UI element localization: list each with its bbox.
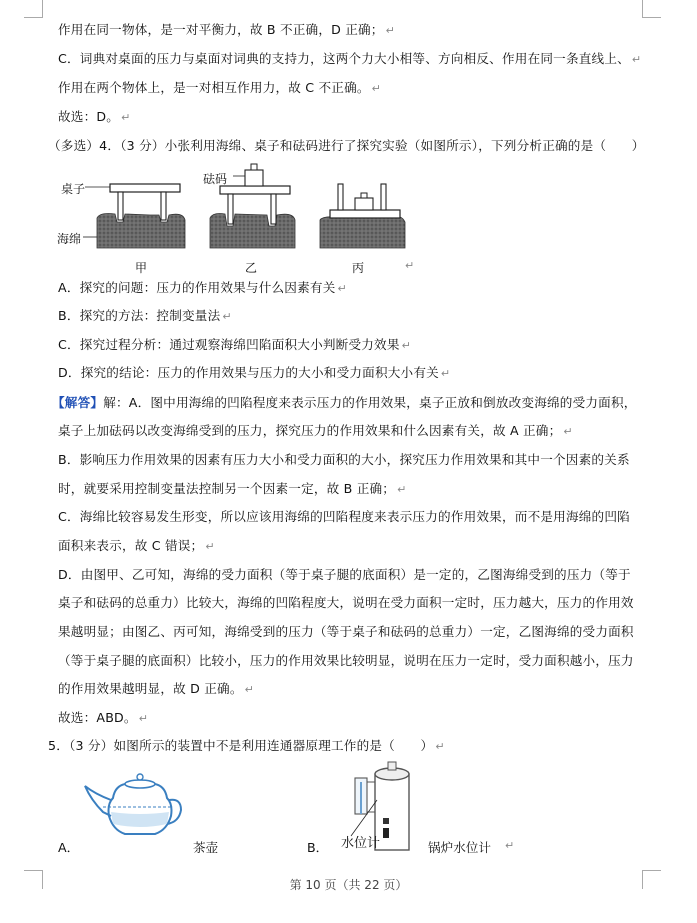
q5-option-a-label: 茶壶 [193,840,219,855]
answer-line: 桌子和砝码的总重力）比较大，海绵的凹陷程度大，说明在受力面积一定时，压力越大，压力的作用效 [58,595,634,610]
answer-line: 时，就要采用控制变量法控制另一个因素一定，故 B 正确； ↵ [58,481,407,496]
answer-line: C．海绵比较容易发生形变，所以应该用海绵的凹陷程度来表示压力的作用效果，而不是用海绵的凹陷 [58,509,630,524]
text-line: C．词典对桌面的压力与桌面对词典的支持力，这两个力大小相等、方向相反、作用在同一条直线上、 ↵ [58,51,642,66]
question-4-stem: （多选）4．（3 分）小张利用海绵、桌子和砝码进行了探究实验（如图所示），下列分析正确的是（ ） [48,138,645,153]
answer-line: 的作用效果越明显，故 D 正确。 ↵ [58,681,255,696]
answer-line: 【解答】解：A．图中用海绵的凹陷程度来表示压力的作用效果，桌子正放和倒放改变海绵的受力面积， [52,395,637,410]
final-answer: 故选：ABD。 ↵ [58,710,149,725]
text-line: 故选：D。 ↵ [58,109,131,124]
q5-option-a-letter: A． [58,840,80,855]
caption-yi: 乙 [245,261,258,275]
text-line: 作用在同一物体，是一对平衡力，故 B 不正确，D 正确； ↵ [58,22,396,37]
answer-line: D．由图甲、乙可知，海绵的受力面积（等于桌子腿的底面积）是一定的，乙图海绵受到的压力（等于 [58,567,631,582]
question-5-stem: 5．（3 分）如图所示的装置中不是利用连通器原理工作的是（ ） ↵ [48,738,445,753]
answer-line: 桌子上加砝码以改变海绵受到的压力，探究压力的作用效果和什么因素有关，故 A 正确； ↵ [58,423,573,438]
sponge-table-experiment-illustration [55,160,415,275]
option-a: A．探究的问题：压力的作用效果与什么因素有关 ↵ [58,280,347,295]
option-d: D．探究的结论：压力的作用效果与压力的大小和受力面积大小有关 ↵ [58,365,451,380]
answer-tag: 【解答】 [52,395,104,410]
label-weight: 砝码 [203,172,228,186]
caption-bing: 丙 [352,261,365,275]
teapot-icon [85,774,181,834]
option-c: C．探究过程分析：通过观察海绵凹陷面积大小判断受力效果 ↵ [58,337,412,352]
document-page: 作用在同一物体，是一对平衡力，故 B 不正确，D 正确； ↵ C．词典对桌面的压力与桌面对词典的支持力，这两个力大小相等、方向相反、作用在同一条直线上、 ↵ 作用在两个物体上，是一对相互作用力，故 C 不正确。 ↵ 故选：D。 ↵ （多选）4．（3 分）小张利用海绵、桌子和砝码进行了探究实验（如图所示），下列分析正确的是（ ） 桌子 砝码 海绵 甲 乙 丙 ↵ A．探究的问题：压力的作用效果与什么因素有关 ↵ B．探究的方法：控制变量法 ↵ C．探究过程分析：通过观察海绵凹陷面积大小判断受力效果 ↵ D．探究的结论：压力的作用效果与压力的大小和受力面积大小有关 ↵ 【解答】解：A．图中用海绵的凹陷程度来表示压力的作用效果，桌子正放和倒放改变海绵的受力面积， 桌子上加砝码以改变海绵受到的压力，探究压力的作用效果和什么因素有关，故 A 正确； ↵ B．影响压力作用效果的因素有压力大小和受力面积的大小，探究压力作用效果和其中一个因素的关系 时，就要采用控制变量法控制另一个因素一定，故 B 正确； ↵ C．海绵比较容易发生形变，所以应该用海绵的凹陷程度来表示压力的作用效果，而不是用海绵的凹陷 面积来表示，故 C 错误； ↵ D．由图甲、乙可知，海绵的受力面积（等于桌子腿的底面积）是一定的，乙图海绵受到的压力（等于 桌子和砝码的总重力）比较大，海绵的凹陷程度大，说明在受力面积一定时，压力越大，压力的作用效 果越明显；由图乙、丙可知，海绵受到的压力（等于桌子和砝码的总重力）一定，乙图海绵的受力面积 （等于桌子腿的底面积）比较小，压力的作用效果比较明显，说明在压力一定时，受力面积越小，压力 的作用效果越明显，故 D 正确。 ↵ 故选：ABD。 ↵ 5．（3 分）如图所示的装置中不是利用连通器原理工作的是（ ） ↵ 水位计 A． 茶壶 B． 锅炉水位计 ↵ 第 10 页（共 22 页） [0,0,697,923]
label-table: 桌子 [61,182,86,196]
label-sponge: 海绵 [57,232,82,246]
caption-jia: 甲 [135,261,148,275]
crop-mark-top-left [24,0,43,18]
crop-mark-top-right [642,0,661,18]
q5-option-b-label: 锅炉水位计 [428,840,491,855]
page-footer: 第 10 页（共 22 页） [289,878,408,892]
q5-option-b-letter: B． [307,840,329,855]
label-water-gauge: 水位计 [341,836,381,851]
answer-line: （等于桌子腿的底面积）比较小，压力的作用效果比较明显，说明在压力一定时，受力面积越小，压力 [58,653,634,668]
q4-figure: 桌子 砝码 海绵 甲 乙 丙 ↵ [55,160,415,275]
answer-line: 面积来表示，故 C 错误； ↵ [58,538,215,553]
option-b: B．探究的方法：控制变量法 ↵ [58,308,232,323]
text-line: 作用在两个物体上，是一对相互作用力，故 C 不正确。 ↵ [58,80,382,95]
answer-line: B．影响压力作用效果的因素有压力大小和受力面积的大小，探究压力作用效果和其中一个因素的关系 [58,452,630,467]
answer-line: 果越明显；由图乙、丙可知，海绵受到的压力（等于桌子和砝码的总重力）一定，乙图海绵的受力面积 [58,624,634,639]
